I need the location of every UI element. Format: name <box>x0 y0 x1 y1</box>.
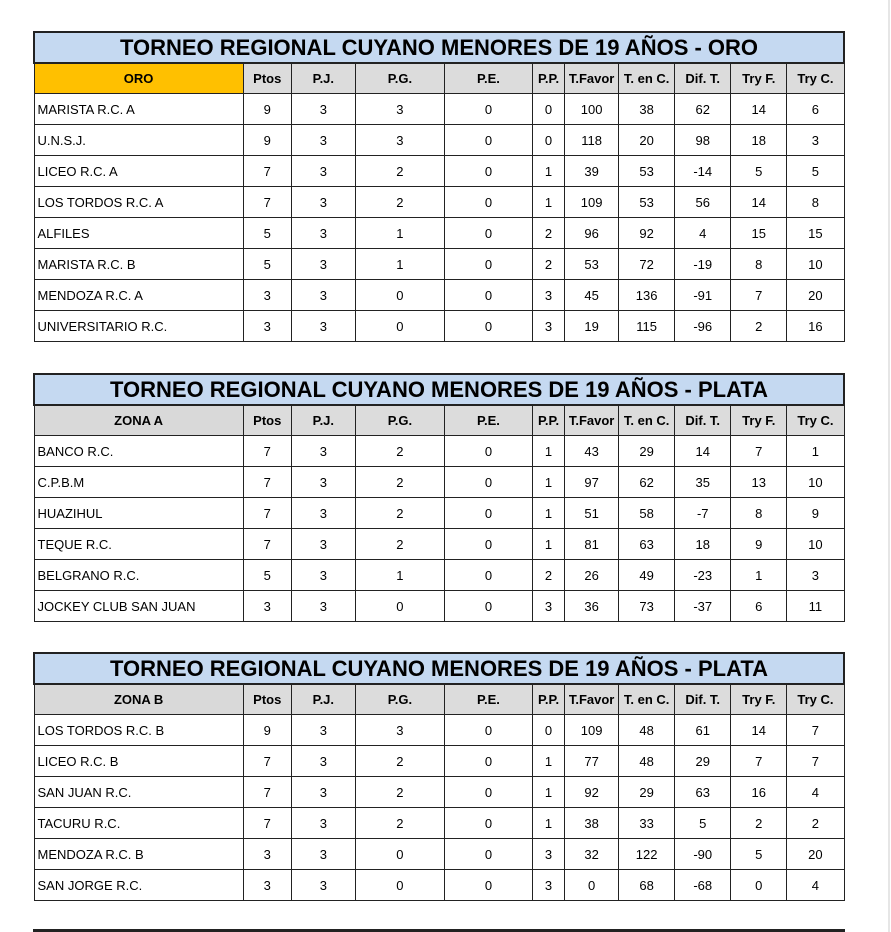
table-row <box>34 529 844 560</box>
table-row <box>34 94 844 125</box>
stat-cell: 7 <box>243 467 291 498</box>
stat-cell: 98 <box>675 125 731 156</box>
team-name: MARISTA R.C. B <box>34 249 243 280</box>
stat-cell: -19 <box>675 249 731 280</box>
stat-cell: 3 <box>291 591 355 622</box>
stat-cell: 4 <box>787 870 844 901</box>
stat-cell: 122 <box>619 839 675 870</box>
stat-cell: 3 <box>291 218 355 249</box>
column-header: T.Favor <box>565 63 619 94</box>
stat-cell: 92 <box>619 218 675 249</box>
stat-cell: 5 <box>243 560 291 591</box>
stat-cell: 3 <box>243 591 291 622</box>
stat-cell: 8 <box>731 498 787 529</box>
stat-cell: 0 <box>444 777 532 808</box>
team-name: LICEO R.C. B <box>34 746 243 777</box>
stat-cell: 1 <box>355 218 444 249</box>
stat-cell: 2 <box>355 187 444 218</box>
stat-cell: 3 <box>787 125 844 156</box>
stat-cell: 33 <box>619 808 675 839</box>
stat-cell: 3 <box>291 436 355 467</box>
stat-cell: 0 <box>444 870 532 901</box>
column-header: P.P. <box>533 63 565 94</box>
stat-cell: 7 <box>243 808 291 839</box>
column-header: Ptos <box>243 684 291 715</box>
stat-cell: 2 <box>355 808 444 839</box>
team-name: LOS TORDOS R.C. B <box>34 715 243 746</box>
stat-cell: 0 <box>444 436 532 467</box>
stat-cell: 0 <box>444 529 532 560</box>
stat-cell: 4 <box>675 218 731 249</box>
stat-cell: 0 <box>355 280 444 311</box>
group-header: ZONA B <box>34 684 243 715</box>
stat-cell: 61 <box>675 715 731 746</box>
table-row <box>34 311 844 342</box>
stat-cell: -14 <box>675 156 731 187</box>
stat-cell: 0 <box>444 467 532 498</box>
stat-cell: 2 <box>355 498 444 529</box>
stat-cell: 0 <box>444 839 532 870</box>
stat-cell: 0 <box>731 870 787 901</box>
stat-cell: 18 <box>675 529 731 560</box>
stat-cell: 1 <box>787 436 844 467</box>
stat-cell: 10 <box>787 529 844 560</box>
column-header: Ptos <box>243 405 291 436</box>
column-header: P.G. <box>355 405 444 436</box>
table-title-row <box>34 32 844 63</box>
team-name: HUAZIHUL <box>34 498 243 529</box>
stat-cell: 2 <box>355 156 444 187</box>
stat-cell: 0 <box>444 125 532 156</box>
stat-cell: 3 <box>533 311 565 342</box>
stat-cell: 38 <box>619 94 675 125</box>
stat-cell: 5 <box>731 839 787 870</box>
stat-cell: 18 <box>731 125 787 156</box>
stat-cell: 6 <box>787 94 844 125</box>
table-row <box>34 498 844 529</box>
stat-cell: 7 <box>243 187 291 218</box>
column-header: T.Favor <box>565 405 619 436</box>
team-name: TEQUE R.C. <box>34 529 243 560</box>
stat-cell: 2 <box>533 560 565 591</box>
stat-cell: 3 <box>291 560 355 591</box>
stat-cell: 3 <box>533 280 565 311</box>
stat-cell: 5 <box>731 156 787 187</box>
stat-cell: 0 <box>444 746 532 777</box>
stat-cell: 0 <box>444 808 532 839</box>
stat-cell: 3 <box>533 870 565 901</box>
stat-cell: 73 <box>619 591 675 622</box>
stat-cell: 53 <box>619 156 675 187</box>
stat-cell: 1 <box>533 808 565 839</box>
stat-cell: 3 <box>291 249 355 280</box>
column-header: Dif. T. <box>675 684 731 715</box>
stat-cell: 26 <box>565 560 619 591</box>
stat-cell: 2 <box>355 777 444 808</box>
column-header: Try C. <box>787 684 844 715</box>
column-header: Dif. T. <box>675 63 731 94</box>
column-header: T.Favor <box>565 684 619 715</box>
stat-cell: 0 <box>355 870 444 901</box>
stat-cell: 19 <box>565 311 619 342</box>
team-name: U.N.S.J. <box>34 125 243 156</box>
stat-cell: 5 <box>243 218 291 249</box>
stat-cell: 0 <box>355 839 444 870</box>
stat-cell: 109 <box>565 187 619 218</box>
stat-cell: 3 <box>291 156 355 187</box>
plata-zona-a-standings-table <box>33 373 845 622</box>
column-header: Try F. <box>731 684 787 715</box>
table-title: TORNEO REGIONAL CUYANO MENORES DE 19 AÑOS - PLATA <box>34 653 844 684</box>
stat-cell: 51 <box>565 498 619 529</box>
stat-cell: 3 <box>355 94 444 125</box>
stat-cell: 39 <box>565 156 619 187</box>
team-name: ALFILES <box>34 218 243 249</box>
stat-cell: 5 <box>675 808 731 839</box>
stat-cell: 63 <box>675 777 731 808</box>
stat-cell: 6 <box>731 591 787 622</box>
column-header: T. en C. <box>619 405 675 436</box>
table-row <box>34 715 844 746</box>
group-header: ZONA A <box>34 405 243 436</box>
stat-cell: 0 <box>444 560 532 591</box>
table-title-row <box>34 653 844 684</box>
stat-cell: 3 <box>291 498 355 529</box>
stat-cell: 3 <box>291 187 355 218</box>
column-header: Dif. T. <box>675 405 731 436</box>
stat-cell: 3 <box>291 125 355 156</box>
stat-cell: 3 <box>291 777 355 808</box>
stat-cell: 0 <box>355 591 444 622</box>
stat-cell: 3 <box>291 715 355 746</box>
stat-cell: 62 <box>619 467 675 498</box>
stat-cell: 53 <box>565 249 619 280</box>
stat-cell: 36 <box>565 591 619 622</box>
stat-cell: 14 <box>675 436 731 467</box>
team-name: SAN JUAN R.C. <box>34 777 243 808</box>
stat-cell: 1 <box>533 187 565 218</box>
table-row <box>34 591 844 622</box>
column-header: P.P. <box>533 405 565 436</box>
stat-cell: 32 <box>565 839 619 870</box>
stat-cell: 3 <box>291 746 355 777</box>
stat-cell: 3 <box>291 311 355 342</box>
team-name: JOCKEY CLUB SAN JUAN <box>34 591 243 622</box>
group-header: ORO <box>34 63 243 94</box>
column-header: P.J. <box>291 63 355 94</box>
header-row <box>34 684 844 715</box>
stat-cell: 0 <box>444 94 532 125</box>
stat-cell: 35 <box>675 467 731 498</box>
stat-cell: 53 <box>619 187 675 218</box>
header-row <box>34 63 844 94</box>
stat-cell: 20 <box>619 125 675 156</box>
stat-cell: 2 <box>731 311 787 342</box>
stat-cell: 48 <box>619 746 675 777</box>
stat-cell: 0 <box>444 156 532 187</box>
table-title: TORNEO REGIONAL CUYANO MENORES DE 19 AÑOS - ORO <box>34 32 844 63</box>
stat-cell: 10 <box>787 467 844 498</box>
stat-cell: 1 <box>731 560 787 591</box>
stat-cell: 56 <box>675 187 731 218</box>
stat-cell: 7 <box>731 746 787 777</box>
stat-cell: 77 <box>565 746 619 777</box>
stat-cell: 4 <box>787 777 844 808</box>
stat-cell: -68 <box>675 870 731 901</box>
stat-cell: 3 <box>243 839 291 870</box>
stat-cell: 29 <box>675 746 731 777</box>
stat-cell: 3 <box>787 560 844 591</box>
stat-cell: 14 <box>731 94 787 125</box>
stat-cell: 29 <box>619 436 675 467</box>
header-row <box>34 405 844 436</box>
stat-cell: 7 <box>731 280 787 311</box>
stat-cell: 92 <box>565 777 619 808</box>
stat-cell: 9 <box>731 529 787 560</box>
stat-cell: 49 <box>619 560 675 591</box>
stat-cell: 3 <box>243 311 291 342</box>
team-name: BANCO R.C. <box>34 436 243 467</box>
stat-cell: 5 <box>787 156 844 187</box>
column-header: P.E. <box>444 684 532 715</box>
stat-cell: 9 <box>243 94 291 125</box>
stat-cell: 0 <box>444 280 532 311</box>
stat-cell: 136 <box>619 280 675 311</box>
stat-cell: 97 <box>565 467 619 498</box>
stat-cell: 2 <box>355 746 444 777</box>
stat-cell: 7 <box>243 498 291 529</box>
stat-cell: 63 <box>619 529 675 560</box>
stat-cell: 13 <box>731 467 787 498</box>
stat-cell: 15 <box>787 218 844 249</box>
column-header: Ptos <box>243 63 291 94</box>
table-row <box>34 156 844 187</box>
team-name: MARISTA R.C. A <box>34 94 243 125</box>
table-row <box>34 777 844 808</box>
stat-cell: 20 <box>787 280 844 311</box>
stat-cell: 38 <box>565 808 619 839</box>
column-header: T. en C. <box>619 63 675 94</box>
stat-cell: 2 <box>355 467 444 498</box>
stat-cell: 3 <box>291 94 355 125</box>
column-header: P.E. <box>444 405 532 436</box>
stat-cell: 7 <box>243 156 291 187</box>
stat-cell: 0 <box>533 125 565 156</box>
stat-cell: 1 <box>355 249 444 280</box>
team-name: MENDOZA R.C. A <box>34 280 243 311</box>
stat-cell: 0 <box>444 218 532 249</box>
column-header: P.E. <box>444 63 532 94</box>
stat-cell: 2 <box>355 529 444 560</box>
team-name: C.P.B.M <box>34 467 243 498</box>
column-header: Try F. <box>731 405 787 436</box>
stat-cell: 29 <box>619 777 675 808</box>
stat-cell: 1 <box>533 156 565 187</box>
column-header: T. en C. <box>619 684 675 715</box>
stat-cell: 3 <box>291 808 355 839</box>
table-row <box>34 218 844 249</box>
table-row <box>34 839 844 870</box>
stat-cell: 48 <box>619 715 675 746</box>
stat-cell: 1 <box>533 777 565 808</box>
stat-cell: -90 <box>675 839 731 870</box>
team-name: LICEO R.C. A <box>34 156 243 187</box>
stat-cell: 3 <box>533 839 565 870</box>
stat-cell: 5 <box>243 249 291 280</box>
stat-cell: 0 <box>444 249 532 280</box>
team-name: LOS TORDOS R.C. A <box>34 187 243 218</box>
sheet-edge <box>888 0 890 932</box>
stat-cell: 72 <box>619 249 675 280</box>
column-header: P.G. <box>355 684 444 715</box>
stat-cell: 1 <box>355 560 444 591</box>
team-name: SAN JORGE R.C. <box>34 870 243 901</box>
stat-cell: 7 <box>243 436 291 467</box>
stat-cell: 43 <box>565 436 619 467</box>
table-title-row <box>34 374 844 405</box>
column-header: P.P. <box>533 684 565 715</box>
stat-cell: 8 <box>731 249 787 280</box>
table-row <box>34 436 844 467</box>
stat-cell: 20 <box>787 839 844 870</box>
team-name: TACURU R.C. <box>34 808 243 839</box>
stat-cell: 7 <box>243 529 291 560</box>
stat-cell: 3 <box>355 715 444 746</box>
stat-cell: 7 <box>731 436 787 467</box>
table-row <box>34 187 844 218</box>
stat-cell: 100 <box>565 94 619 125</box>
stat-cell: -96 <box>675 311 731 342</box>
stat-cell: 0 <box>565 870 619 901</box>
stat-cell: 1 <box>533 529 565 560</box>
stat-cell: 11 <box>787 591 844 622</box>
stat-cell: 0 <box>444 498 532 529</box>
stat-cell: 1 <box>533 436 565 467</box>
stat-cell: 3 <box>355 125 444 156</box>
stat-cell: 9 <box>787 498 844 529</box>
stat-cell: 16 <box>787 311 844 342</box>
stat-cell: 109 <box>565 715 619 746</box>
column-header: Try C. <box>787 63 844 94</box>
stat-cell: 3 <box>291 870 355 901</box>
stat-cell: 3 <box>243 870 291 901</box>
stat-cell: 15 <box>731 218 787 249</box>
stat-cell: 10 <box>787 249 844 280</box>
table-row <box>34 808 844 839</box>
stat-cell: 0 <box>355 311 444 342</box>
stat-cell: 7 <box>787 715 844 746</box>
stat-cell: 0 <box>444 311 532 342</box>
table-title: TORNEO REGIONAL CUYANO MENORES DE 19 AÑOS - PLATA <box>34 374 844 405</box>
stat-cell: 1 <box>533 498 565 529</box>
stat-cell: 2 <box>355 436 444 467</box>
stat-cell: 7 <box>787 746 844 777</box>
stat-cell: 2 <box>533 249 565 280</box>
stat-cell: 58 <box>619 498 675 529</box>
plata-zona-b-standings-table <box>33 652 845 901</box>
stat-cell: 0 <box>533 715 565 746</box>
oro-standings-table <box>33 31 845 342</box>
stat-cell: -7 <box>675 498 731 529</box>
stat-cell: 14 <box>731 187 787 218</box>
stat-cell: 7 <box>243 777 291 808</box>
team-name: UNIVERSITARIO R.C. <box>34 311 243 342</box>
stat-cell: 9 <box>243 715 291 746</box>
team-name: BELGRANO R.C. <box>34 560 243 591</box>
stat-cell: 0 <box>444 591 532 622</box>
stat-cell: 9 <box>243 125 291 156</box>
stat-cell: 1 <box>533 467 565 498</box>
stat-cell: 8 <box>787 187 844 218</box>
stat-cell: 68 <box>619 870 675 901</box>
column-header: P.G. <box>355 63 444 94</box>
stat-cell: 0 <box>444 187 532 218</box>
stat-cell: 14 <box>731 715 787 746</box>
stat-cell: 96 <box>565 218 619 249</box>
stat-cell: 115 <box>619 311 675 342</box>
stat-cell: 45 <box>565 280 619 311</box>
table-row <box>34 560 844 591</box>
stat-cell: 3 <box>291 280 355 311</box>
table-row <box>34 125 844 156</box>
column-header: Try C. <box>787 405 844 436</box>
stat-cell: 1 <box>533 746 565 777</box>
table-row <box>34 467 844 498</box>
column-header: Try F. <box>731 63 787 94</box>
stat-cell: 62 <box>675 94 731 125</box>
stat-cell: 2 <box>787 808 844 839</box>
stat-cell: 0 <box>533 94 565 125</box>
stat-cell: 81 <box>565 529 619 560</box>
stat-cell: 118 <box>565 125 619 156</box>
stat-cell: -37 <box>675 591 731 622</box>
stat-cell: -91 <box>675 280 731 311</box>
stat-cell: 3 <box>243 280 291 311</box>
stat-cell: 16 <box>731 777 787 808</box>
column-header: P.J. <box>291 684 355 715</box>
stat-cell: 2 <box>731 808 787 839</box>
team-name: MENDOZA R.C. B <box>34 839 243 870</box>
table-row <box>34 870 844 901</box>
stat-cell: 0 <box>444 715 532 746</box>
table-row <box>34 746 844 777</box>
column-header: P.J. <box>291 405 355 436</box>
stat-cell: 3 <box>291 467 355 498</box>
stat-cell: 3 <box>291 839 355 870</box>
stat-cell: -23 <box>675 560 731 591</box>
stat-cell: 7 <box>243 746 291 777</box>
stat-cell: 3 <box>533 591 565 622</box>
table-row <box>34 249 844 280</box>
table-row <box>34 280 844 311</box>
stat-cell: 3 <box>291 529 355 560</box>
stat-cell: 2 <box>533 218 565 249</box>
